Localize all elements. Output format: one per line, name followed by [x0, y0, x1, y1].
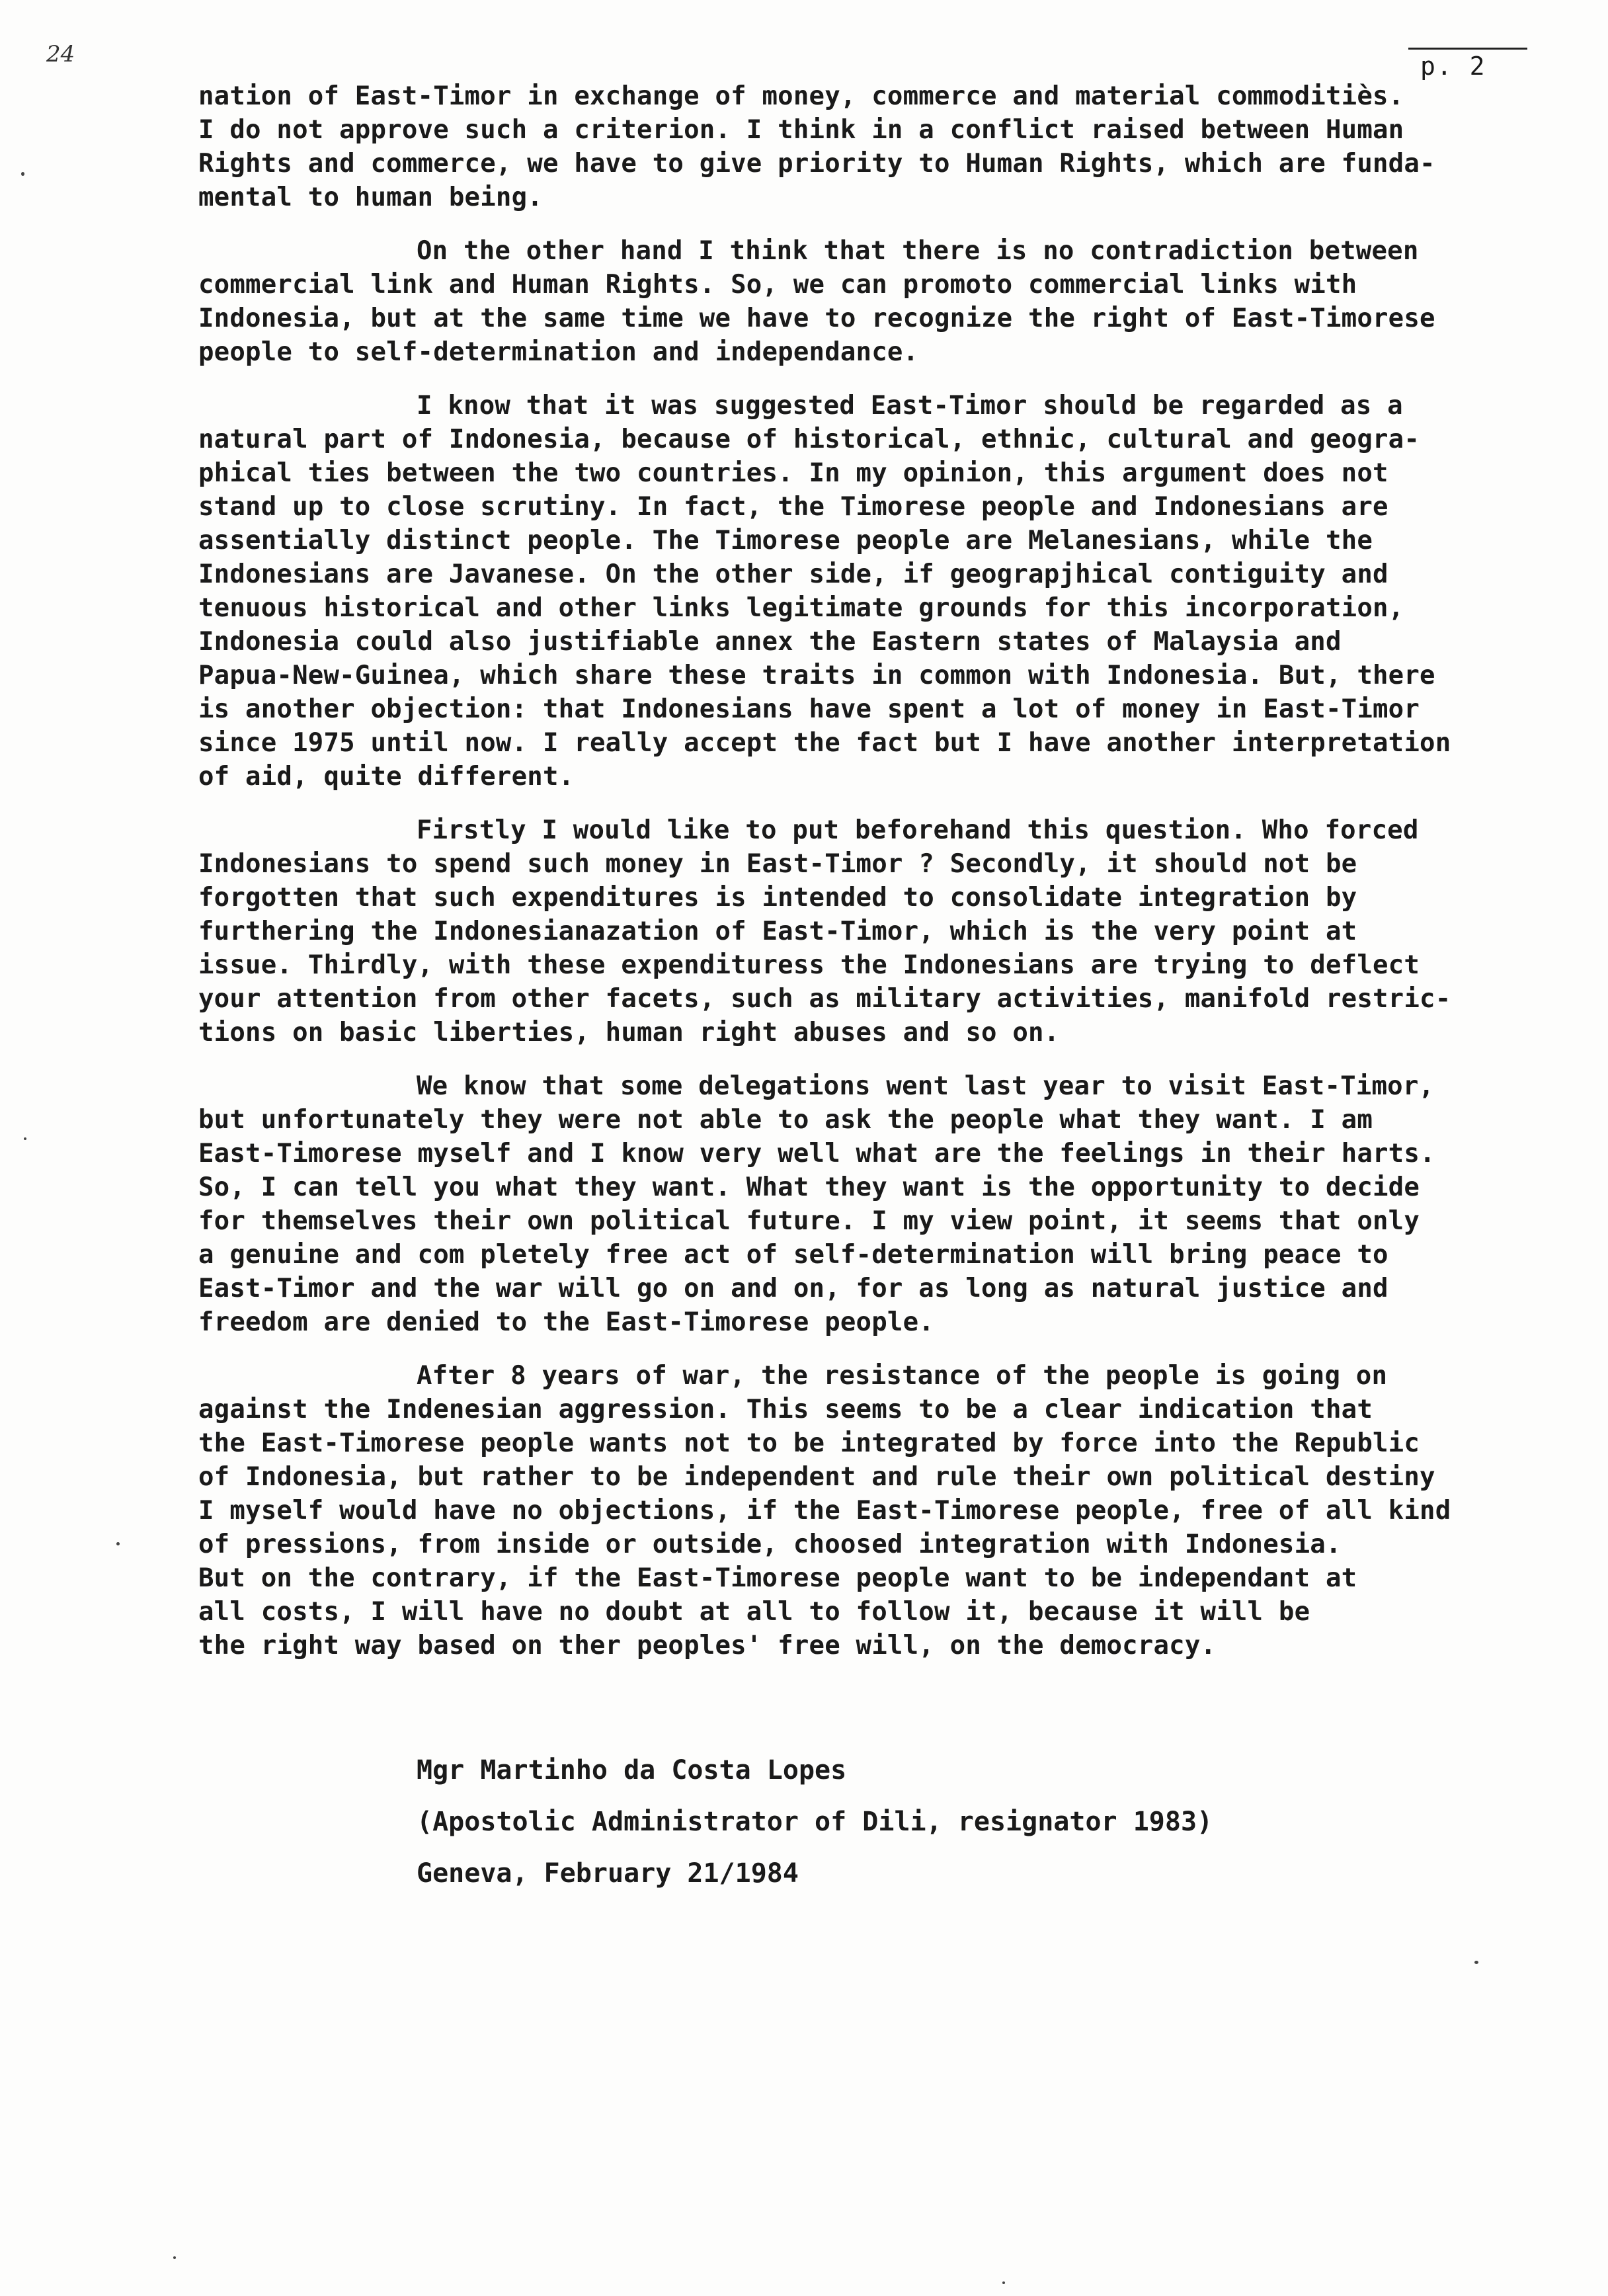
paragraph-6-text: After 8 years of war, the resistance of the people is going on against the Indenesian aggression. This seems to be a clear indication that the East-Timorese people wants not to be integrated by force into the Republic of Indonesia, but rather to be independent and rule their own political destiny I myself would have no objections, if the East-Timorese people, free of all kind of pressions, from inside or outside, choosed integration with Indonesia. But on the contrary, if the East-Timorese people want to be independant at all costs, I will have no doubt at all to follow it, because it will be the right way based on ther peoples' free will, on the democracy.: [198, 1361, 1451, 1660]
handwritten-page-note: 24: [46, 41, 75, 67]
paragraph-4: [198, 813, 1587, 1049]
paragraph-5: [198, 1069, 1587, 1339]
paragraph-2-text: On the other hand I think that there is no contradiction between commercial link and Human Rights. So, we can promoto commercial links with Indonesia, but at the same time we have to recognize the right of East-Timorese people to self-determination and independance.: [198, 236, 1435, 367]
place-and-date: Geneva, February 21/1984: [417, 1858, 799, 1889]
paragraph-2: [198, 234, 1587, 369]
scan-speck: [24, 1137, 26, 1140]
scan-speck: [1474, 1961, 1478, 1964]
paragraph-1: [198, 79, 1587, 214]
letter-body: [198, 79, 1587, 1682]
page-number: p. 2: [1420, 52, 1486, 81]
scan-speck: [116, 1542, 120, 1545]
paragraph-4-text: Firstly I would like to put beforehand this question. Who forced Indonesians to spend such money in East-Timor ? Secondly, it should not be forgotten that such expenditures is intended to consolidate integration by furthering the Indonesianazation of East-Timor, which is the very point at issue. Thirdly, with these expendituress the Indonesians are trying to deflect your attention from other facets, such as military activities, manifold restric- tions on basic liberties, human right abuses and so on.: [198, 815, 1451, 1047]
paragraph-6: [198, 1359, 1587, 1662]
signatory-title: (Apostolic Administrator of Dili, resignator 1983): [417, 1807, 1213, 1837]
paragraph-5-text: We know that some delegations went last year to visit East-Timor, but unfortunately they were not able to ask the people what they want. I am East-Timorese myself and I know very well what are the feelings in their harts. So, I can tell you what they want. What they want is the opportunity to decide for themselves their own political future. I my view point, it seems that only a genuine and com pletely free act of self-determination will bring peace to East-Timor and the war will go on and on, for as long as natural justice and freedom are denied to the East-Timorese people.: [198, 1071, 1435, 1337]
paragraph-3-text: I know that it was suggested East-Timor should be regarded as a natural part of Indonesia, because of historical, ethnic, cultural and geogra- phical ties between the two countries. In my opinion, this argument does not stand up to close scrutiny. In fact, the Timorese people and Indonesians are assentially distinct people. The Timorese people are Melanesians, while the Indonesians are Javanese. On the other side, if geograpjhical contiguity and tenuous historical and other links legitimate grounds for this incorporation, Indonesia could also justifiable annex the Eastern states of Malaysia and Papua-New-Guinea, which share these traits in common with Indonesia. But, there is another objection: that Indonesians have spent a lot of money in East-Timor since 1975 until now. I really accept the fact but I have another interpretation of aid, quite different.: [198, 391, 1451, 792]
page-number-rule: [1408, 48, 1527, 50]
paragraph-1-text: nation of East-Timor in exchange of money, commerce and material commoditiès. I do not approve such a criterion. I think in a conflict raised between Human Rights and commerce, we have to give priority to Human Rights, which are funda- mental to human being.: [198, 81, 1435, 212]
scan-speck: [1002, 2281, 1005, 2284]
signatory-name: Mgr Martinho da Costa Lopes: [417, 1755, 847, 1785]
paragraph-3: [198, 389, 1587, 794]
scan-speck: [173, 2256, 176, 2259]
scan-speck: [21, 172, 24, 176]
signature-block: [417, 1744, 1213, 1899]
